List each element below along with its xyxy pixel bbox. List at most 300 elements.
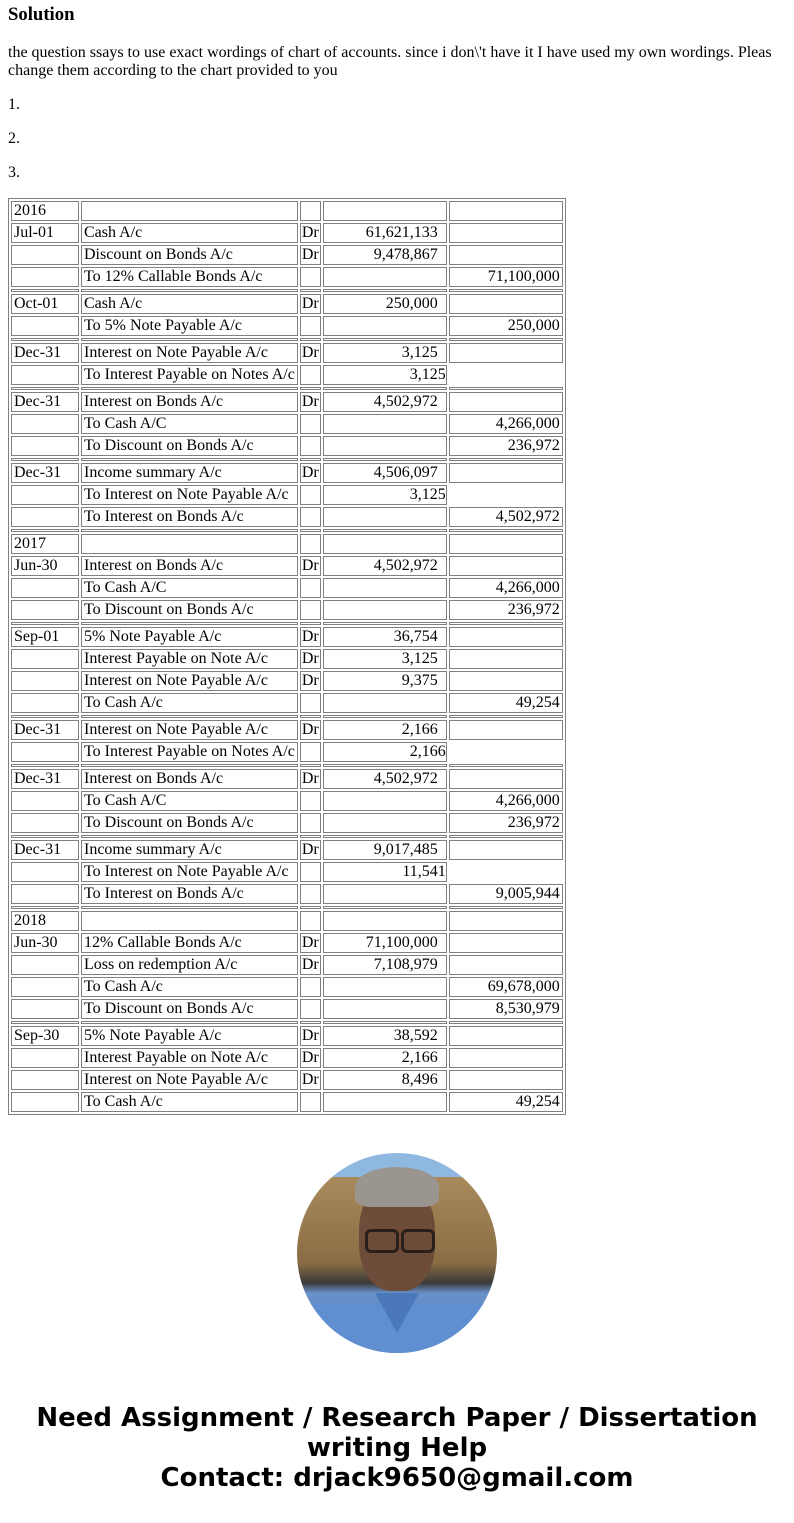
table-row (11, 649, 563, 669)
credit-amount-cell: 236,972 (449, 600, 563, 620)
separator-cell (81, 764, 298, 767)
credit-amount-cell (449, 534, 563, 554)
table-row (11, 1092, 563, 1112)
numbered-item-3: 3. (8, 164, 20, 181)
table-row (11, 791, 563, 811)
table-row (11, 578, 563, 598)
date-cell (11, 485, 79, 505)
date-cell (11, 742, 79, 762)
table-row (11, 316, 563, 336)
date-cell: Jun-30 (11, 933, 79, 953)
entry-separator (11, 529, 563, 532)
table-row (11, 392, 563, 412)
account-cell: 5% Note Payable A/c (81, 1026, 298, 1046)
debit-amount-cell (323, 693, 447, 713)
promo-text (0, 1403, 794, 1493)
account-cell: 5% Note Payable A/c (81, 627, 298, 647)
dr-marker-cell (300, 201, 321, 221)
debit-amount-cell: 4,506,097 (323, 463, 447, 483)
credit-amount-cell (449, 769, 563, 789)
promo-contact[interactable]: Contact: drjack9650@gmail.com (160, 1463, 634, 1493)
separator-cell (323, 715, 447, 718)
entry-separator (11, 715, 563, 718)
separator-cell (11, 622, 79, 625)
debit-amount-cell: 61,621,133 (323, 223, 447, 243)
debit-amount-cell (323, 813, 447, 833)
dr-marker-cell (300, 1092, 321, 1112)
empty-credit-cell (449, 742, 563, 762)
debit-amount-cell (323, 911, 447, 931)
date-cell: Jun-30 (11, 556, 79, 576)
table-row (11, 245, 563, 265)
date-cell (11, 578, 79, 598)
separator-cell (81, 1021, 298, 1024)
debit-amount-cell: 4,502,972 (323, 392, 447, 412)
debit-amount-cell (323, 1092, 447, 1112)
table-row (11, 999, 563, 1019)
dr-marker-cell: Dr (301, 956, 319, 973)
table-row (11, 343, 563, 363)
separator-cell (449, 529, 563, 532)
dr-marker-cell (300, 791, 321, 811)
table-row (11, 862, 563, 882)
dr-marker-cell (300, 534, 321, 554)
separator-cell (300, 387, 321, 390)
debit-amount-cell: 9,017,485 (323, 840, 447, 860)
separator-cell (449, 1021, 563, 1024)
dr-marker-cell: Dr (301, 650, 319, 667)
separator-cell (11, 458, 79, 461)
account-cell: To 5% Note Payable A/c (81, 316, 298, 336)
account-cell (81, 201, 298, 221)
separator-cell (11, 835, 79, 838)
account-cell: Income summary A/c (81, 463, 298, 483)
table-row (11, 600, 563, 620)
separator-cell (11, 529, 79, 532)
date-cell (11, 316, 79, 336)
dr-marker-cell (300, 365, 321, 385)
entry-separator (11, 387, 563, 390)
dr-marker-cell (300, 862, 321, 882)
credit-amount-cell (449, 201, 563, 221)
debit-amount-cell: 3,125 (323, 485, 447, 505)
dr-marker-cell: Dr (301, 557, 319, 574)
date-cell (11, 791, 79, 811)
account-cell: To Discount on Bonds A/c (81, 999, 298, 1019)
entry-separator (11, 458, 563, 461)
separator-cell (323, 622, 447, 625)
date-cell: Dec-31 (11, 463, 79, 483)
dr-marker-cell (300, 414, 321, 434)
credit-amount-cell (449, 556, 563, 576)
debit-amount-cell (323, 507, 447, 527)
debit-amount-cell: 9,375 (323, 671, 447, 691)
date-cell (11, 507, 79, 527)
credit-amount-cell: 236,972 (449, 813, 563, 833)
debit-amount-cell: 11,541 (323, 862, 447, 882)
dr-marker-cell: Dr (301, 628, 319, 645)
debit-amount-cell (323, 600, 447, 620)
separator-cell (323, 529, 447, 532)
debit-amount-cell (323, 436, 447, 456)
credit-amount-cell (449, 649, 563, 669)
account-cell: Cash A/c (81, 223, 298, 243)
date-cell: 2017 (11, 534, 79, 554)
separator-cell (81, 458, 298, 461)
account-cell: To Cash A/c (81, 977, 298, 997)
dr-marker-cell: Dr (301, 224, 319, 241)
account-cell: Interest on Bonds A/c (81, 556, 298, 576)
dr-marker-cell: Dr (301, 672, 319, 689)
account-cell: To Cash A/c (81, 1092, 298, 1112)
account-cell: Interest on Note Payable A/c (81, 1070, 298, 1090)
separator-cell (11, 387, 79, 390)
date-cell: 2018 (11, 911, 79, 931)
separator-cell (449, 764, 563, 767)
separator-cell (323, 387, 447, 390)
table-row (11, 955, 563, 975)
account-cell: Interest on Note Payable A/c (81, 720, 298, 740)
table-row (11, 840, 563, 860)
table-row (11, 223, 563, 243)
account-cell: To Interest Payable on Notes A/c (81, 365, 298, 385)
date-cell (11, 1092, 79, 1112)
separator-cell (300, 835, 321, 838)
account-cell: Loss on redemption A/c (81, 955, 298, 975)
debit-amount-cell: 7,108,979 (323, 955, 447, 975)
numbered-item-1: 1. (8, 96, 20, 113)
journal-body (11, 201, 563, 1112)
separator-cell (449, 906, 563, 909)
debit-amount-cell: 8,496 (323, 1070, 447, 1090)
dr-marker-cell: Dr (301, 841, 319, 858)
table-row (11, 977, 563, 997)
account-cell: To Cash A/c (81, 693, 298, 713)
debit-amount-cell: 9,478,867 (323, 245, 447, 265)
empty-credit-cell (449, 862, 563, 882)
credit-amount-cell: 9,005,944 (449, 884, 563, 904)
dr-marker-cell: Dr (301, 721, 319, 738)
debit-amount-cell (323, 999, 447, 1019)
dr-marker-cell: Dr (301, 246, 319, 263)
dr-marker-cell (300, 316, 321, 336)
date-cell: Sep-30 (11, 1026, 79, 1046)
dr-marker-cell (300, 578, 321, 598)
separator-cell (323, 906, 447, 909)
separator-cell (11, 1021, 79, 1024)
separator-cell (11, 764, 79, 767)
dr-marker-cell (300, 485, 321, 505)
entry-separator (11, 1021, 563, 1024)
separator-cell (323, 764, 447, 767)
table-row (11, 671, 563, 691)
separator-cell (11, 289, 79, 292)
credit-amount-cell: 71,100,000 (449, 267, 563, 287)
separator-cell (81, 622, 298, 625)
dr-marker-cell (300, 600, 321, 620)
avatar (297, 1153, 497, 1353)
debit-amount-cell (323, 791, 447, 811)
separator-cell (449, 835, 563, 838)
dr-marker-cell (300, 693, 321, 713)
separator-cell (81, 529, 298, 532)
debit-amount-cell: 2,166 (323, 720, 447, 740)
date-cell: Dec-31 (11, 343, 79, 363)
table-row (11, 1048, 563, 1068)
numbered-item-2: 2. (8, 130, 20, 147)
account-cell: Interest Payable on Note A/c (81, 649, 298, 669)
separator-cell (449, 289, 563, 292)
credit-amount-cell (449, 955, 563, 975)
credit-amount-cell (449, 463, 563, 483)
dr-marker-cell (300, 507, 321, 527)
dr-marker-cell: Dr (301, 1049, 319, 1066)
table-row (11, 294, 563, 314)
dr-marker-cell (300, 977, 321, 997)
table-row (11, 485, 563, 505)
account-cell: To Cash A/C (81, 414, 298, 434)
date-cell (11, 813, 79, 833)
dr-marker-cell: Dr (301, 770, 319, 787)
credit-amount-cell: 4,266,000 (449, 791, 563, 811)
date-cell (11, 862, 79, 882)
date-cell (11, 999, 79, 1019)
debit-amount-cell (323, 578, 447, 598)
date-cell (11, 267, 79, 287)
separator-cell (449, 715, 563, 718)
debit-amount-cell: 250,000 (323, 294, 447, 314)
dr-marker-cell (300, 884, 321, 904)
account-cell: To Cash A/C (81, 791, 298, 811)
account-cell: To Discount on Bonds A/c (81, 600, 298, 620)
debit-amount-cell: 2,166 (323, 1048, 447, 1068)
entry-separator (11, 338, 563, 341)
credit-amount-cell (449, 343, 563, 363)
account-cell: To Interest Payable on Notes A/c (81, 742, 298, 762)
credit-amount-cell: 49,254 (449, 1092, 563, 1112)
separator-cell (323, 338, 447, 341)
date-cell (11, 436, 79, 456)
glasses-icon (401, 1229, 435, 1253)
dr-marker-cell: Dr (301, 934, 319, 951)
dr-marker-cell (300, 911, 321, 931)
credit-amount-cell (449, 1026, 563, 1046)
promo-line-1: Need Assignment / Research Paper / Dissertation writing Help (36, 1403, 758, 1463)
account-cell: To Discount on Bonds A/c (81, 436, 298, 456)
credit-amount-cell: 250,000 (449, 316, 563, 336)
debit-amount-cell (323, 316, 447, 336)
date-cell: Dec-31 (11, 840, 79, 860)
debit-amount-cell: 4,502,972 (323, 556, 447, 576)
page-title: Solution (8, 4, 75, 25)
entry-separator (11, 289, 563, 292)
footer (0, 1153, 794, 1493)
date-cell: Jul-01 (11, 223, 79, 243)
separator-cell (11, 338, 79, 341)
separator-cell (323, 835, 447, 838)
separator-cell (300, 338, 321, 341)
date-cell: Dec-31 (11, 392, 79, 412)
separator-cell (300, 715, 321, 718)
date-cell (11, 365, 79, 385)
credit-amount-cell (449, 840, 563, 860)
dr-marker-cell: Dr (301, 295, 319, 312)
account-cell: Interest on Bonds A/c (81, 392, 298, 412)
table-row (11, 769, 563, 789)
date-cell (11, 600, 79, 620)
credit-amount-cell (449, 294, 563, 314)
table-row (11, 556, 563, 576)
dr-marker-cell: Dr (301, 393, 319, 410)
credit-amount-cell (449, 933, 563, 953)
date-cell (11, 884, 79, 904)
credit-amount-cell (449, 911, 563, 931)
debit-amount-cell (323, 534, 447, 554)
account-cell: Interest on Note Payable A/c (81, 671, 298, 691)
glasses-icon (365, 1229, 399, 1253)
debit-amount-cell: 38,592 (323, 1026, 447, 1046)
separator-cell (300, 529, 321, 532)
credit-amount-cell (449, 392, 563, 412)
separator-cell (449, 338, 563, 341)
debit-amount-cell: 3,125 (323, 343, 447, 363)
entry-separator (11, 764, 563, 767)
separator-cell (81, 835, 298, 838)
table-row (11, 933, 563, 953)
empty-credit-cell (449, 485, 563, 505)
table-row (11, 414, 563, 434)
account-cell: Cash A/c (81, 294, 298, 314)
separator-cell (81, 906, 298, 909)
date-cell (11, 414, 79, 434)
separator-cell (300, 458, 321, 461)
dr-marker-cell (300, 267, 321, 287)
credit-amount-cell: 49,254 (449, 693, 563, 713)
avatar-hair (355, 1167, 439, 1207)
table-row (11, 1070, 563, 1090)
account-cell: To 12% Callable Bonds A/c (81, 267, 298, 287)
date-cell (11, 649, 79, 669)
debit-amount-cell: 3,125 (323, 649, 447, 669)
separator-cell (300, 1021, 321, 1024)
account-cell: To Interest on Bonds A/c (81, 884, 298, 904)
dr-marker-cell: Dr (301, 1071, 319, 1088)
credit-amount-cell (449, 245, 563, 265)
separator-cell (300, 906, 321, 909)
credit-amount-cell (449, 1070, 563, 1090)
credit-amount-cell: 4,502,972 (449, 507, 563, 527)
credit-amount-cell: 69,678,000 (449, 977, 563, 997)
account-cell (81, 534, 298, 554)
debit-amount-cell: 4,502,972 (323, 769, 447, 789)
entry-separator (11, 622, 563, 625)
date-cell: Dec-31 (11, 720, 79, 740)
table-row (11, 436, 563, 456)
separator-cell (81, 338, 298, 341)
table-row (11, 693, 563, 713)
date-cell: 2016 (11, 201, 79, 221)
separator-cell (300, 622, 321, 625)
dr-marker-cell (300, 999, 321, 1019)
credit-amount-cell (449, 720, 563, 740)
credit-amount-cell: 8,530,979 (449, 999, 563, 1019)
account-cell: To Discount on Bonds A/c (81, 813, 298, 833)
dr-marker-cell: Dr (301, 1027, 319, 1044)
credit-amount-cell (449, 223, 563, 243)
date-cell (11, 245, 79, 265)
debit-amount-cell (323, 884, 447, 904)
account-cell: Discount on Bonds A/c (81, 245, 298, 265)
credit-amount-cell (449, 1048, 563, 1068)
intro-paragraph: the question ssays to use exact wordings of chart of accounts. since i don\'t have it I have used my own wordings. Pleas change them according to the chart provided to you (8, 44, 772, 79)
table-row (11, 463, 563, 483)
date-cell (11, 1070, 79, 1090)
empty-credit-cell (449, 365, 563, 385)
date-cell: Oct-01 (11, 294, 79, 314)
separator-cell (300, 764, 321, 767)
date-cell (11, 977, 79, 997)
page-content (0, 4, 794, 1115)
debit-amount-cell (323, 414, 447, 434)
entry-separator (11, 906, 563, 909)
table-row (11, 720, 563, 740)
credit-amount-cell (449, 671, 563, 691)
date-cell (11, 671, 79, 691)
date-cell: Dec-31 (11, 769, 79, 789)
account-cell: To Interest on Bonds A/c (81, 507, 298, 527)
table-row (11, 507, 563, 527)
dr-marker-cell: Dr (301, 344, 319, 361)
dr-marker-cell: Dr (301, 464, 319, 481)
account-cell: To Interest on Note Payable A/c (81, 862, 298, 882)
separator-cell (300, 289, 321, 292)
account-cell: Interest Payable on Note A/c (81, 1048, 298, 1068)
dr-marker-cell (300, 436, 321, 456)
account-cell: Income summary A/c (81, 840, 298, 860)
separator-cell (81, 715, 298, 718)
dr-marker-cell (300, 813, 321, 833)
account-cell: 12% Callable Bonds A/c (81, 933, 298, 953)
account-cell: To Cash A/C (81, 578, 298, 598)
credit-amount-cell: 4,266,000 (449, 578, 563, 598)
table-row (11, 267, 563, 287)
separator-cell (11, 715, 79, 718)
credit-amount-cell: 236,972 (449, 436, 563, 456)
separator-cell (449, 458, 563, 461)
debit-amount-cell (323, 267, 447, 287)
account-cell: Interest on Note Payable A/c (81, 343, 298, 363)
table-row (11, 884, 563, 904)
separator-cell (323, 1021, 447, 1024)
debit-amount-cell: 36,754 (323, 627, 447, 647)
separator-cell (449, 622, 563, 625)
separator-cell (81, 387, 298, 390)
separator-cell (323, 289, 447, 292)
table-row (11, 911, 563, 931)
table-row (11, 365, 563, 385)
account-cell: To Interest on Note Payable A/c (81, 485, 298, 505)
table-row (11, 813, 563, 833)
debit-amount-cell: 3,125 (323, 365, 447, 385)
debit-amount-cell: 71,100,000 (323, 933, 447, 953)
table-row (11, 534, 563, 554)
separator-cell (449, 387, 563, 390)
date-cell (11, 955, 79, 975)
account-cell (81, 911, 298, 931)
entry-separator (11, 835, 563, 838)
date-cell: Sep-01 (11, 627, 79, 647)
table-row (11, 1026, 563, 1046)
